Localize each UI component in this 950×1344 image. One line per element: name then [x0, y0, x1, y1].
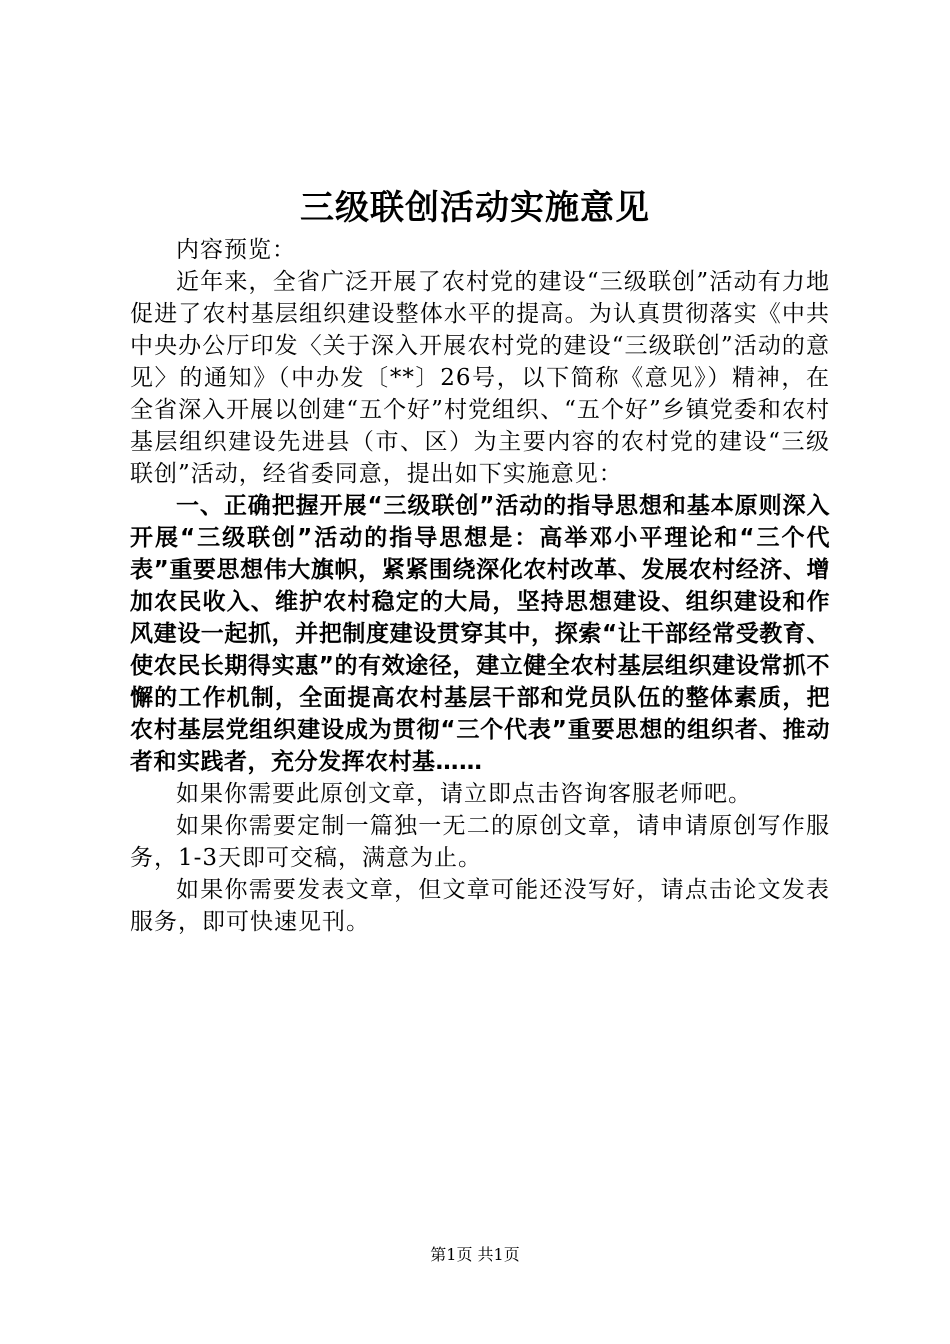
intro-paragraph: 近年来，全省广泛开展了农村党的建设“三级联创”活动有力地促进了农村基层组织建设整体水平的提高。为认真贯彻落实《中共中央办公厅印发〈关于深入开展农村党的建设“三级联创”活动的意见〉的通知》（中办发〔**〕26号，以下简称《意见》）精神，在全省深入开展以创建“五个好”村党组织、“五个好”乡镇党委和农村基层组织建设先进县（市、区）为主要内容的农村党的建设“三级联创”活动，经省委同意，提出如下实施意见：: [130, 269, 830, 487]
custom-writing-paragraph: 如果你需要定制一篇独一无二的原创文章，请申请原创写作服务，1-3天即可交稿，满意为止。: [130, 813, 830, 871]
publishing-service-paragraph: 如果你需要发表文章，但文章可能还没写好，请点击论文发表服务，即可快速见刊。: [130, 877, 830, 935]
preview-label: 内容预览：: [176, 237, 296, 263]
document-title: 三级联创活动实施意见: [300, 188, 650, 228]
contact-service-paragraph: 如果你需要此原创文章，请立即点击咨询客服老师吧。: [176, 781, 752, 807]
document-body: [130, 234, 830, 938]
page-number-footer: 第1页 共1页: [430, 1245, 520, 1264]
section-one-paragraph: 一、正确把握开展“三级联创”活动的指导思想和基本原则深入开展“三级联创”活动的指导思想是：高举邓小平理论和“三个代表”重要思想伟大旗帜，紧紧围绕深化农村改革、发展农村经济、增加农民收入、维护农村稳定的大局，坚持思想建设、组织建设和作风建设一起抓，并把制度建设贯穿其中，探索“让干部经常受教育、使农民长期得实惠”的有效途径，建立健全农村基层组织建设常抓不懈的工作机制，全面提高农村基层干部和党员队伍的整体素质，把农村基层党组织建设成为贯彻“三个代表”重要思想的组织者、推动者和实践者，充分发挥农村基……: [130, 493, 830, 775]
